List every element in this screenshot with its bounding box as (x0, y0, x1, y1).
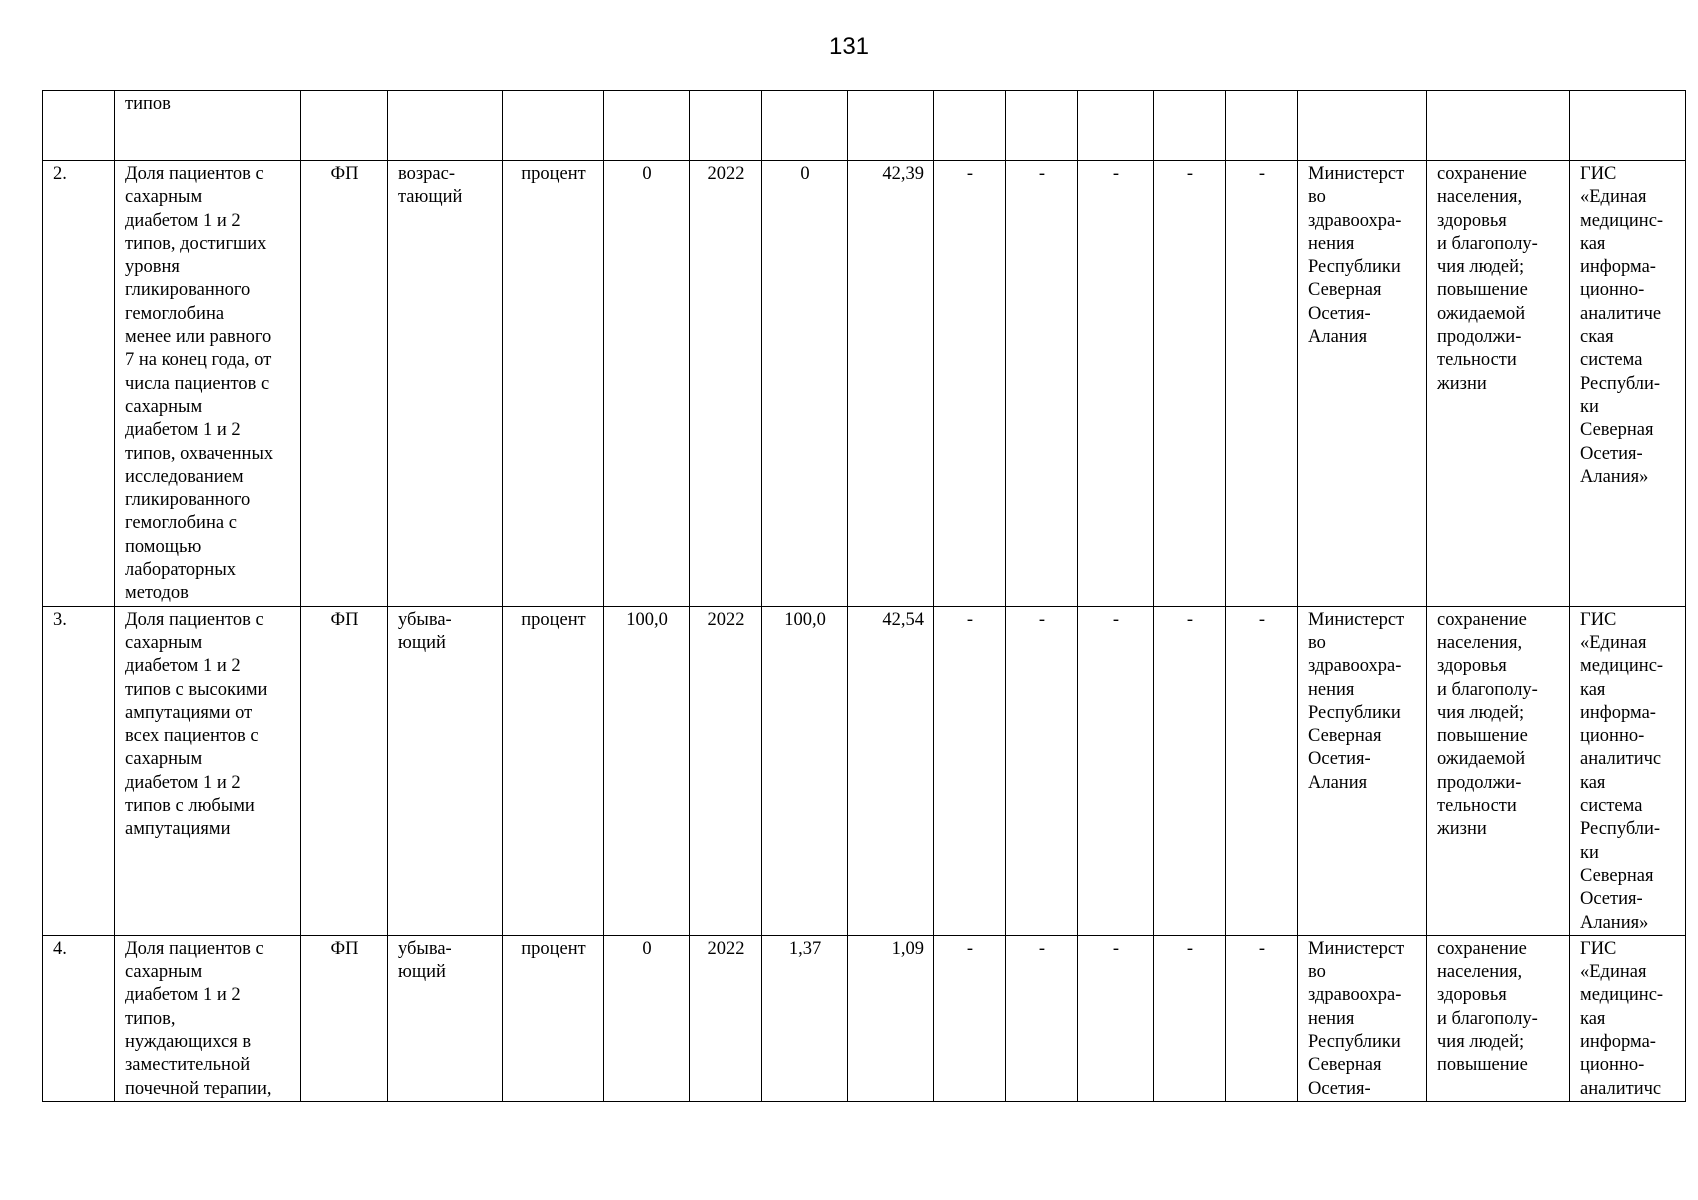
responsible-body (1298, 91, 1427, 161)
value-3: - (934, 606, 1006, 935)
value-3 (934, 91, 1006, 161)
indicator-source: ФП (301, 161, 388, 607)
indicator-source: ФП (301, 935, 388, 1101)
indicator-name: Доля пациентов с сахарным диабетом 1 и 2 типов, достигших уровня гликированного гемоглобина менее или равного 7 на конец года, от числа пациентов с сахарным диабетом 1 и 2 типов, охваченных исследованием гликированного гемоглобина с помощью лабораторных методов (115, 161, 301, 607)
base-value (604, 91, 690, 161)
responsible-body: Министерст во здравоохра- нения Республики Северная Осетия- (1298, 935, 1427, 1101)
indicator-source (301, 91, 388, 161)
value-6: - (1154, 606, 1226, 935)
value-1 (762, 91, 848, 161)
table-row (43, 161, 1686, 607)
indicator-source: ФП (301, 606, 388, 935)
value-1: 1,37 (762, 935, 848, 1101)
unit: процент (503, 935, 604, 1101)
value-6 (1154, 91, 1226, 161)
responsible-body: Министерст во здравоохра- нения Республики Северная Осетия- Алания (1298, 606, 1427, 935)
indicator-trend: убыва- ющий (388, 606, 503, 935)
indicator-name: Доля пациентов с сахарным диабетом 1 и 2 типов с высокими ампутациями от всех пациентов с сахарным диабетом 1 и 2 типов с любыми ампутациями (115, 606, 301, 935)
indicator-name: Доля пациентов с сахарным диабетом 1 и 2 типов, нуждающихся в заместительной почечной терапии, (115, 935, 301, 1101)
value-2: 42,54 (848, 606, 934, 935)
value-2 (848, 91, 934, 161)
value-7: - (1226, 606, 1298, 935)
national-goal (1427, 91, 1570, 161)
national-goal: сохранение населения, здоровья и благополу- чия людей; повышение ожидаемой продолжи- тельности жизни (1427, 606, 1570, 935)
value-4: - (1006, 935, 1078, 1101)
value-7: - (1226, 161, 1298, 607)
value-7: - (1226, 935, 1298, 1101)
value-2: 42,39 (848, 161, 934, 607)
base-value: 0 (604, 935, 690, 1101)
responsible-body: Министерст во здравоохра- нения Республики Северная Осетия- Алания (1298, 161, 1427, 607)
value-5 (1078, 91, 1154, 161)
page-number: 131 (828, 33, 870, 60)
value-6: - (1154, 935, 1226, 1101)
value-4: - (1006, 161, 1078, 607)
information-system: ГИС «Единая медицинс- кая информа- ционно- аналитичс (1570, 935, 1686, 1101)
row-number (43, 91, 115, 161)
base-year: 2022 (690, 606, 762, 935)
indicator-trend: возрас- тающий (388, 161, 503, 607)
row-number: 2. (43, 161, 115, 607)
base-year: 2022 (690, 935, 762, 1101)
base-value: 0 (604, 161, 690, 607)
value-1: 100,0 (762, 606, 848, 935)
unit: процент (503, 606, 604, 935)
base-year: 2022 (690, 161, 762, 607)
value-1: 0 (762, 161, 848, 607)
indicators-table (42, 90, 1686, 1102)
indicator-trend: убыва- ющий (388, 935, 503, 1101)
base-year (690, 91, 762, 161)
value-6: - (1154, 161, 1226, 607)
national-goal: сохранение населения, здоровья и благополу- чия людей; повышение ожидаемой продолжи- тельности жизни (1427, 161, 1570, 607)
table-row (43, 606, 1686, 935)
value-5: - (1078, 606, 1154, 935)
row-number: 4. (43, 935, 115, 1101)
value-5: - (1078, 935, 1154, 1101)
value-7 (1226, 91, 1298, 161)
national-goal: сохранение населения, здоровья и благополу- чия людей; повышение (1427, 935, 1570, 1101)
unit (503, 91, 604, 161)
indicator-trend (388, 91, 503, 161)
unit: процент (503, 161, 604, 607)
information-system (1570, 91, 1686, 161)
value-3: - (934, 935, 1006, 1101)
value-5: - (1078, 161, 1154, 607)
indicator-name: типов (115, 91, 301, 161)
information-system: ГИС «Единая медицинс- кая информа- ционно- аналитичс кая система Республи- ки Северная Осетия- Алания» (1570, 606, 1686, 935)
value-4: - (1006, 606, 1078, 935)
base-value: 100,0 (604, 606, 690, 935)
information-system: ГИС «Единая медицинс- кая информа- ционно- аналитиче ская система Республи- ки Северная Осетия- Алания» (1570, 161, 1686, 607)
table-row (43, 935, 1686, 1101)
value-4 (1006, 91, 1078, 161)
row-number: 3. (43, 606, 115, 935)
value-2: 1,09 (848, 935, 934, 1101)
table-row (43, 91, 1686, 161)
value-3: - (934, 161, 1006, 607)
